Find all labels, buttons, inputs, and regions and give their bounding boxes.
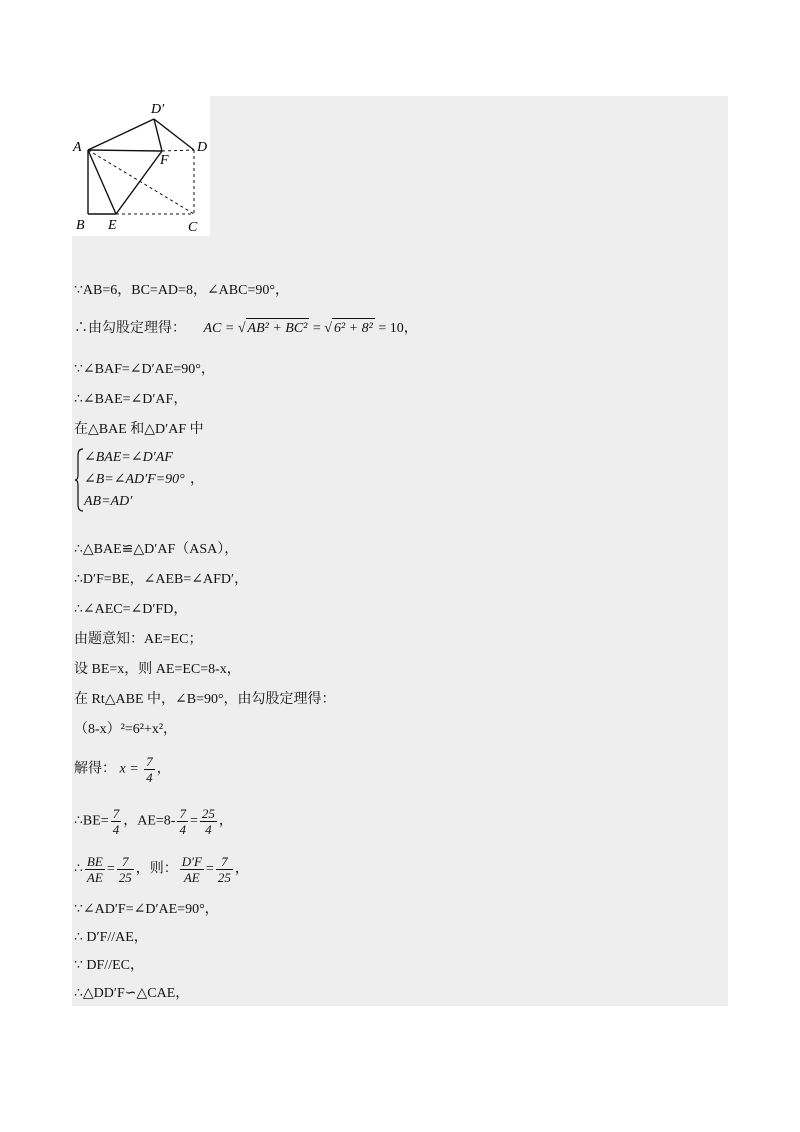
fraction-denominator: 25 [118, 870, 132, 885]
solution-line-14 [74, 806, 233, 837]
fraction-numerator: 7 [117, 854, 134, 870]
fraction-seven-fourths [177, 806, 188, 837]
solution-line-11: 在 Rt△ABE 中，∠B=90°，由勾股定理得： [74, 692, 336, 707]
solution-line-1: ∵AB=6，BC=AD=8，∠ABC=90°， [74, 283, 289, 298]
fraction-numerator: 7 [216, 854, 233, 870]
line15-part-d: = [205, 861, 214, 877]
fraction-denominator: 4 [179, 822, 186, 837]
figure-diagram [72, 96, 210, 236]
line15-part-e: ， [234, 861, 249, 877]
fraction-ae [200, 806, 217, 837]
solution-line-13 [74, 754, 171, 785]
solution-line-7: ∴D′F=BE，∠AEB=∠AFD′， [74, 572, 249, 587]
solution-line-17: ∴ D′F//AE， [74, 930, 148, 945]
label-F: F [160, 153, 169, 168]
congruence-system [74, 447, 214, 513]
fraction-denominator: 4 [146, 770, 153, 785]
line15-part-b: = [106, 861, 115, 877]
line15-part-a: ∴ [74, 861, 83, 877]
fraction-numerator: BE [86, 854, 103, 869]
sqrt-ab-bc: √ AB² + BC² [238, 318, 310, 339]
fraction-numerator: 7 [112, 806, 120, 821]
solution-line-12: （8-x）²=6²+x²， [74, 722, 178, 737]
segment-AF [88, 150, 162, 151]
fraction-7-over-25 [117, 854, 134, 885]
segment-AD-prime [88, 119, 154, 150]
solution-line-16: ∵∠AD′F=∠D′AE=90°， [74, 902, 219, 917]
fraction-7-4 [144, 754, 155, 785]
sqrt-6-8-radicand: 6² + 8² [332, 318, 375, 339]
solution-line-18: ∵ DF//EC， [74, 958, 144, 973]
system-row-3: AB=AD′ [84, 494, 133, 509]
line2-prefix: ∴由勾股定理得： [74, 321, 186, 336]
system-row-1: ∠BAE=∠D′AF [84, 450, 173, 465]
system-suffix: ， [190, 472, 204, 487]
fraction-denominator: 4 [112, 822, 120, 837]
fraction-df-over-ae [180, 854, 204, 885]
line15-part-c: ，则： [135, 861, 178, 877]
fraction-7-over-25-b [216, 854, 233, 885]
line14-part-c: = [189, 813, 198, 829]
sqrt-ab-bc-radicand: AB² + BC² [246, 318, 310, 339]
solution-line-10: 设 BE=x，则 AE=EC=8-x， [74, 662, 241, 677]
line13-suffix: ， [156, 761, 171, 777]
solution-line-2 [74, 318, 418, 339]
line14-part-a: ∴BE= [74, 813, 109, 829]
fraction-be [111, 806, 122, 837]
fraction-numerator: 7 [146, 754, 153, 769]
solution-line-3: ∵∠BAF=∠D′AE=90°， [74, 362, 215, 377]
solution-line-4: ∴∠BAE=∠D′AF， [74, 392, 188, 407]
line13-var: x = [119, 761, 139, 777]
fraction-denominator: AE [86, 870, 103, 885]
fraction-be-over-ae [85, 854, 105, 885]
line2-equals: = [312, 321, 321, 336]
solution-line-8: ∴∠AEC=∠D′FD， [74, 602, 188, 617]
fraction-numerator: 7 [179, 806, 186, 821]
segment-AC [88, 150, 194, 214]
line2-result: = 10 [378, 321, 404, 336]
solution-line-15 [74, 854, 249, 885]
fraction-numerator: 25 [201, 806, 215, 821]
fraction-denominator: 4 [205, 822, 212, 837]
label-B: B [76, 218, 85, 233]
solution-line-9: 由题意知：AE=EC； [74, 632, 203, 647]
solution-line-19: ∴△DD′F∽△CAE， [74, 986, 190, 1001]
label-C: C [188, 220, 198, 235]
fraction-numerator: D′F [181, 854, 202, 869]
line14-part-b: ，AE=8- [123, 813, 176, 829]
system-row-2: ∠B=∠AD′F=90° [84, 472, 185, 487]
line13-prefix: 解得： [74, 761, 116, 777]
sqrt-6-8: √ 6² + 8² [324, 318, 375, 339]
fraction-denominator: 25 [217, 870, 231, 885]
geometry-figure [72, 96, 210, 236]
label-A: A [73, 140, 82, 155]
solution-line-6: ∴△BAE≌△D′AF（ASA）， [74, 542, 239, 557]
fraction-denominator: AE [183, 870, 200, 885]
solution-line-5: 在△BAE 和△D′AF 中 [74, 422, 204, 437]
line2-ac: AC = [203, 321, 235, 336]
line2-suffix: ， [403, 321, 418, 336]
label-D: D [197, 140, 208, 155]
label-D-prime: D′ [151, 102, 165, 117]
label-E: E [108, 218, 117, 233]
segment-EF [116, 151, 162, 214]
line14-part-d: ， [218, 813, 233, 829]
segment-FD [162, 150, 194, 151]
segment-AE [88, 150, 116, 214]
